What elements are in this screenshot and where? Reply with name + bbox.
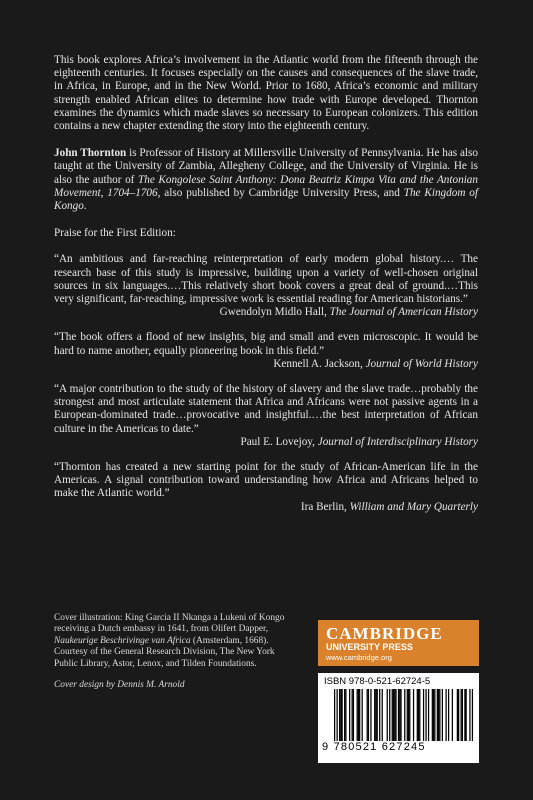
quote-attribution: Gwendolyn Midlo Hall, The Journal of American History (219, 306, 478, 319)
praise-heading: Praise for the First Edition: (54, 227, 176, 240)
quote-attribution: Paul E. Lovejoy, Journal of Interdisciplinary History (240, 435, 478, 448)
author-bio: John Thornton is Professor of History at Millersville University of Pennsylvania. He has also taught at the University of Zambia, Allegheny College, and the University of Virginia. He is also the author of The Kongolese Saint Anthony: Dona Beatriz Kimpa Vita and the Antonian Movement, 1704–1706, also published by Cambridge University Press, and The Kingdom of Kongo. (54, 147, 478, 213)
review-quote (54, 383, 478, 449)
publisher-url: www.cambridge.org (326, 652, 392, 662)
quote-text: “The book offers a flood of new insights, big and small and even microscopic. It would be hard to name another, equally pioneering book in this field.” (54, 331, 478, 357)
barcode-icon (334, 689, 474, 747)
review-quote (54, 461, 478, 514)
review-quote (54, 253, 478, 319)
back-cover-text (54, 54, 478, 526)
book-title: The Kingdom of Kongo (54, 186, 478, 213)
publisher-subname: UNIVERSITY PRESS (326, 641, 413, 652)
publisher-logo (318, 620, 479, 666)
author-name: John Thornton (54, 147, 127, 160)
quote-attribution: Ira Berlin, William and Mary Quarterly (300, 500, 478, 513)
book-blurb: This book explores Africa’s involvement in the Atlantic world from the fifteenth through the eighteenth centuries. It focuses especially on the causes and consequences of the slave trade, in Africa, in Europe, and in the New World. Prior to 1680, Africa’s economic and military strength enabled African elites to determine how trade with Europe developed. Thornton examines the dynamics which made slaves so necessary to European colonizers. This edition contains a new chapter extending the story into the eighteenth century. (54, 54, 478, 133)
quote-text: “Thornton has created a new starting point for the study of African-American life in the Americas. A signal contribution toward understanding how Africa and Africans helped to make the Atlantic world.” (54, 461, 478, 500)
isbn-barcode-box (318, 673, 479, 763)
cover-credits (54, 613, 286, 691)
cover-illustration-credit: Cover illustration: King Garcia II Nkanga a Lukeni of Kongo receiving a Dutch embassy in 1641, from Olifert Dapper, Naukeurige Beschrivinge van Africa (Amsterdam, 1668). Courtesy of the General Research Division, The New York Public Library, Astor, Lenox, and Tilden Foundations. (54, 613, 285, 669)
barcode-digits: 9 780521 627245 (322, 741, 477, 753)
quote-text: “A major contribution to the study of the history of slavery and the slave trade…probably the strongest and most articulate statement that Africa and Africans were not passive agents in a European-dominated trade…provocative and insightful.…the best interpretation of African culture in the Americas to date.” (54, 383, 478, 435)
publisher-name: CAMBRIDGE (326, 623, 443, 643)
cover-design-credit: Cover design by Dennis M. Arnold (54, 680, 185, 691)
quote-text: “An ambitious and far-reaching reinterpretation of early modern global history.… The research base of this study is impressive, building upon a variety of well-chosen original sources in six languages.…This relatively short book covers a great deal of ground.…This very significant, far-reaching, impressive work is essential reading for American historians.” (54, 253, 478, 306)
isbn-label: ISBN 978-0-521-62724-5 (324, 676, 431, 687)
book-title: The Kongolese Saint Anthony: Dona Beatriz Kimpa Vita and the Antonian Movement, 1704–1706 (54, 173, 478, 199)
review-quote (54, 331, 478, 371)
quote-attribution: Kennell A. Jackson, Journal of World History (273, 357, 478, 370)
